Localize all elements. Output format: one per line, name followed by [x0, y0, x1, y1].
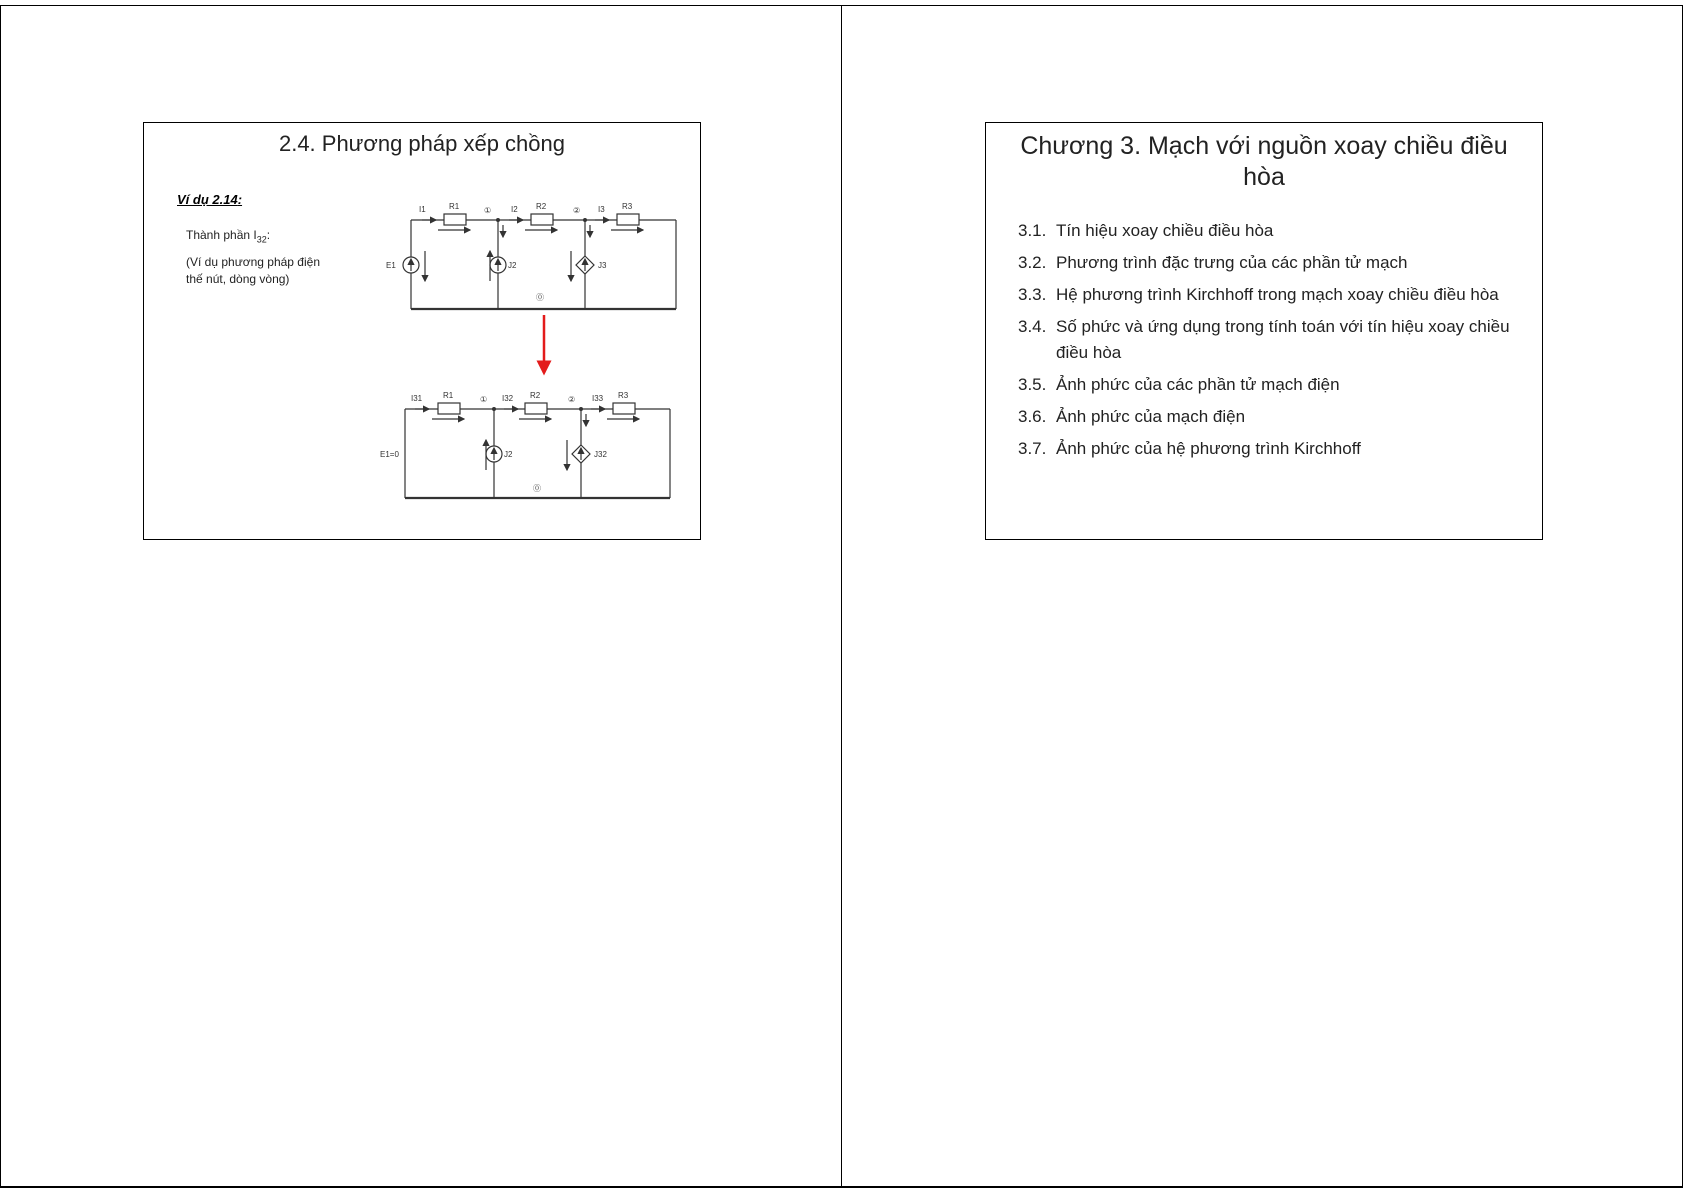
resistor-r3	[613, 403, 635, 414]
toc-item	[1018, 404, 1518, 430]
toc-item-text: Hệ phương trình Kirchhoff trong mạch xoay chiều điều hòa	[1056, 285, 1499, 304]
junction-dot	[492, 407, 496, 411]
label-i32: I32	[502, 394, 514, 403]
slide-superposition	[143, 122, 701, 540]
toc-item-text: Phương trình đặc trưng của các phần tử mạch	[1056, 253, 1408, 272]
label-i31: I31	[411, 394, 423, 403]
label-r2: R2	[536, 202, 547, 211]
toc-item-number: 3.5.	[1018, 375, 1047, 394]
resistor-r2	[531, 214, 553, 225]
label-r3: R3	[622, 202, 633, 211]
toc-item-number: 3.3.	[1018, 285, 1047, 304]
label-j2: J2	[508, 261, 517, 270]
label-j32: J32	[594, 450, 607, 459]
toc-item	[1018, 314, 1518, 366]
label-node-0: ⓪	[533, 484, 541, 493]
resistor-r1	[438, 403, 460, 414]
bottom-rule	[0, 1186, 1683, 1188]
label-e1: E1	[386, 261, 396, 270]
toc-item	[1018, 282, 1518, 308]
label-r3: R3	[618, 391, 629, 400]
label-r1: R1	[449, 202, 460, 211]
resistor-r1	[444, 214, 466, 225]
label-e1-zero: E1=0	[380, 450, 399, 459]
toc-item-number: 3.2.	[1018, 253, 1047, 272]
component-subscript: 32	[256, 234, 267, 245]
toc-item-number: 3.7.	[1018, 439, 1047, 458]
label-r2: R2	[530, 391, 541, 400]
label-node-2: ②	[568, 395, 576, 404]
toc-item	[1018, 218, 1518, 244]
slide-title: 2.4. Phương pháp xếp chồng	[278, 131, 566, 156]
label-i33: I33	[592, 394, 604, 403]
label-j2: J2	[504, 450, 513, 459]
resistor-r2	[525, 403, 547, 414]
toc-item-text: Số phức và ứng dụng trong tính toán với tín hiệu xoay chiều điều hòa	[1056, 317, 1510, 362]
label-i1: I1	[419, 205, 426, 214]
toc-item-text: Ảnh phức của mạch điện	[1056, 407, 1246, 426]
junction-dot	[496, 218, 500, 222]
example-label-text: Ví dụ 2.14	[177, 192, 238, 207]
label-j3: J3	[598, 261, 607, 270]
circuit-diagram	[144, 123, 700, 539]
component-prefix: Thành phần I	[186, 228, 257, 242]
toc-item-number: 3.1.	[1018, 221, 1047, 240]
slide-chapter-3	[985, 122, 1543, 540]
toc-item	[1018, 250, 1518, 276]
toc-item-text: Tín hiệu xoay chiều điều hòa	[1056, 221, 1274, 240]
label-node-1: ①	[484, 206, 492, 215]
resistor-r3	[617, 214, 639, 225]
component-suffix: :	[266, 228, 271, 242]
toc-item	[1018, 372, 1518, 398]
toc-item-number: 3.6.	[1018, 407, 1047, 426]
label-node-0: ⓪	[536, 293, 544, 302]
toc-item-text: Ảnh phức của các phần tử mạch điện	[1056, 375, 1340, 394]
label-i2: I2	[511, 205, 518, 214]
note-line-2: thế nút, dòng vòng)	[186, 272, 290, 286]
toc-item-number: 3.4.	[1018, 317, 1047, 336]
note-line-1: (Ví dụ phương pháp điện	[186, 255, 320, 269]
junction-dot	[583, 218, 587, 222]
toc-item-text: Ảnh phức của hệ phương trình Kirchhoff	[1056, 439, 1361, 458]
example-label-colon: :	[237, 192, 243, 207]
label-node-2: ②	[573, 206, 581, 215]
junction-dot	[579, 407, 583, 411]
slide-title: Chương 3. Mạch với nguồn xoay chiều điều hòa	[1020, 132, 1508, 191]
label-node-1: ①	[480, 395, 488, 404]
label-i3: I3	[598, 205, 605, 214]
label-r1: R1	[443, 391, 454, 400]
toc-item	[1018, 436, 1518, 462]
table-of-contents	[1018, 218, 1518, 468]
